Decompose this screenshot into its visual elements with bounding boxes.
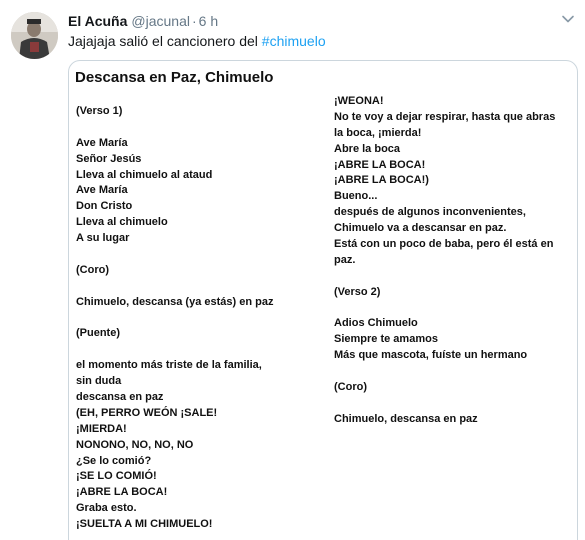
- lyrics-line: A su lugar: [76, 232, 130, 245]
- lyrics-blank-line: [334, 364, 574, 380]
- lyrics-blank-line: [76, 311, 326, 327]
- lyrics-line: (EH, PERRO WEÓN ¡SALE!: [76, 406, 218, 419]
- lyrics-line: después de algunos inconvenientes,: [334, 206, 526, 219]
- lyrics-right-column: [334, 94, 574, 428]
- lyrics-blank-line: [76, 279, 326, 295]
- lyrics-line: ¡SUELTA A MI CHIMUELO!: [76, 518, 213, 531]
- lyrics-blank-line: [76, 247, 326, 263]
- lyrics-line: Abre la boca: [334, 142, 401, 155]
- lyrics-line: ¿Se lo comió?: [76, 454, 152, 467]
- lyrics-line: Graba esto.: [76, 502, 137, 515]
- lyrics-line: ¡ABRE LA BOCA!): [334, 174, 429, 187]
- lyrics-line: ¡SE LO COMIÓ!: [76, 470, 157, 483]
- lyrics-line: Chimuelo, descansa (ya estás) en paz: [76, 295, 274, 308]
- lyrics-line: Bueno...: [334, 190, 378, 203]
- lyrics-line: descansa en paz: [76, 391, 164, 404]
- lyrics-line: sin duda: [76, 375, 122, 388]
- avatar[interactable]: [11, 12, 58, 59]
- lyrics-blank-line: [334, 269, 574, 285]
- lyrics-blank-line: [76, 342, 326, 358]
- lyrics-line: (Puente): [76, 327, 120, 340]
- lyrics-line: ¡WEONA!: [334, 95, 384, 107]
- lyrics-line: (Verso 2): [334, 285, 381, 298]
- lyrics-line: Chimuelo, descansa en paz: [334, 412, 478, 425]
- lyrics-blank-line: [334, 301, 574, 317]
- lyrics-line: Siempre te amamos: [334, 333, 438, 346]
- lyrics-line: Lleva al chimuelo al ataud: [76, 168, 213, 181]
- lyrics-line: ¡ABRE LA BOCA!: [76, 486, 168, 499]
- lyrics-line: Más que mascota, fuíste un hermano: [334, 349, 528, 362]
- lyrics-line: NONONO, NO, NO, NO: [76, 438, 194, 451]
- tweet-text-body: Jajajaja salió el cancionero del: [68, 33, 258, 49]
- lyrics-line: el momento más triste de la familia,: [76, 359, 262, 372]
- tweet-media-image[interactable]: [68, 60, 578, 540]
- lyrics-line: Está con un poco de baba, pero él está en: [334, 238, 554, 251]
- lyrics-blank-line: [76, 120, 326, 136]
- lyrics-line: (Coro): [76, 263, 109, 276]
- tweet-text: [68, 32, 326, 50]
- lyrics-line: Chimuelo va a descansar en paz.: [334, 222, 507, 235]
- timestamp[interactable]: 6 h: [198, 13, 219, 29]
- lyrics-line: (Coro): [334, 381, 367, 394]
- lyrics-line: No te voy a dejar respirar, hasta que abras: [334, 110, 556, 123]
- display-name[interactable]: El Acuña: [68, 13, 128, 29]
- lyrics-line: Lleva al chimuelo: [76, 216, 168, 229]
- separator-dot: ·: [191, 13, 197, 29]
- lyrics-line: ¡MIERDA!: [76, 422, 127, 435]
- lyrics-line: Ave María: [76, 184, 128, 197]
- lyrics-line: Ave María: [76, 136, 128, 149]
- lyrics-line: (Verso 1): [76, 105, 123, 117]
- lyrics-line: Adios Chimuelo: [334, 317, 418, 330]
- lyrics-line: Señor Jesús: [76, 152, 142, 165]
- lyrics-line: la boca, ¡mierda!: [334, 126, 422, 139]
- document-title: Descansa en Paz, Chimuelo: [75, 69, 274, 86]
- tweet-header: [68, 12, 218, 30]
- lyrics-line: paz.: [334, 253, 356, 266]
- lyrics-line: ¡ABRE LA BOCA!: [334, 158, 426, 171]
- lyrics-blank-line: [334, 396, 574, 412]
- lyrics-document: [69, 61, 578, 540]
- hashtag-link[interactable]: #chimuelo: [261, 33, 326, 49]
- lyrics-left-column: [76, 104, 326, 533]
- lyrics-line: Don Cristo: [76, 200, 133, 213]
- user-handle[interactable]: @jacunal: [131, 13, 190, 29]
- chevron-down-icon[interactable]: [561, 12, 575, 26]
